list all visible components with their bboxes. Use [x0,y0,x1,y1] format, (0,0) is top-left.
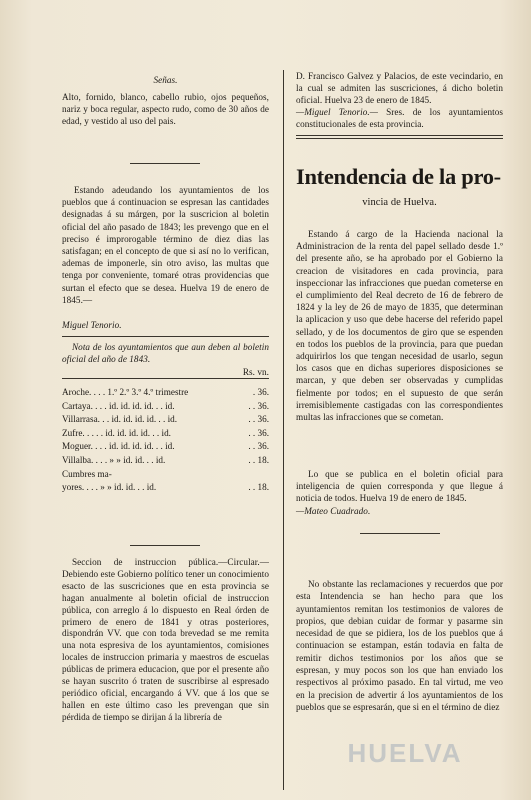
table-row [62,454,269,468]
separator-rule [62,378,269,379]
table-row [62,386,269,400]
table-cell-amount: . . 36. [248,427,269,438]
separator-rule [296,138,503,139]
table-cell-amount: . . 36. [248,400,269,411]
intendencia-text-2: Lo que se publica en el boletin oficial para inteligencia de quien corresponda y que llegue á noticia de todos. Huelva 19 de enero de 1845. [296,469,503,504]
nota-title: Nota de los ayuntamientos que aun deben al boletin oficial del año de 1843. [62,342,269,365]
separator-rule [360,533,440,534]
seccion-text: Seccion de instruccion pública.—Circular.— Debiendo este Gobierno político tener un conocimiento esacto de las suscriciones que en esta provincia se hagan anualmente al boletin oficial de instruccion pública, con arreglo á lo dispuesto en Real órden de primero de enero de 1841 y otras posteriores, dispondrán VV. que con toda brevedad se me remita una nota espresiva de los ayuntamientos, comisiones locales de instruccion primaria y maestros de escuelas públicas de primera educacion, que por el presente año se hayan suscrito ó traten de suscribirse al espresado periódico oficial, encargando á VV. que á los que se hallen en este último caso les prevengan que sin pérdida de tiempo se dirijan á la librería de [62,557,269,722]
nota-currency: Rs. vn. [242,367,269,377]
separator-rule [62,336,269,337]
table-cell-town: Moguer. . . . id. id. id. id. . . id. [62,441,175,452]
separator-rule [296,135,503,136]
section-title: Intendencia de la pro- [296,164,501,189]
intendencia-signature: —Mateo Cuadrado. [296,506,371,516]
section-subtitle: vincia de Huelva. [362,197,437,208]
table-cell-town: Aroche. . . . 1.º 2.º 3.º 4.º trimestre [62,387,189,397]
continuation-tail: Sres. de los ayuntamientos constitucionales de esta provincia. [296,107,503,130]
continuation-closing [296,106,503,130]
aviso-text: Estando adeudando los ayuntamientos de los pueblos que á continuacion se espresan las cantidades designadas á su márgen, por la suscricion al boletin oficial del año pasado de 1843; les prevengo que en el preciso é improrogable término de diez dias las satisfagan; en el concepto de que si así no lo verifican, ademas de imponerle, sin otro aviso, las multas que tenga por conveniente, tomaré otras providencias que surtan el efecto que se desea. Huelva 19 de enero de 1845.— [62,185,269,305]
table-cell-town: Cartaya. . . . id. id. id. id. . . id. [62,400,175,411]
table-cell-amount: . . 36. [248,441,269,452]
table-cell-amount: . . 18. [248,454,269,465]
aviso-signature: Miguel Tenorio. [62,320,122,330]
continuation-signature: —Miguel Tenorio.— [296,107,378,117]
table-cell-town: Zufre. . . . . id. id. id. id. . . id. [62,427,171,438]
table-row [62,481,269,495]
debt-table [62,386,269,495]
table-row [62,400,269,414]
senas-heading: Señas. [153,75,178,85]
senas-text: Alto, fornido, blanco, cabello rubio, ojos pequeños, nariz y boca regular, aspecto rudo, como de 30 años de edad, y vestido al uso del pais. [62,92,269,127]
table-cell-amount: . . 18. [248,482,269,493]
table-cell-town: yores. . . . » » id. id. . . id. [62,482,157,493]
table-row [62,468,269,482]
table-row [62,427,269,441]
column-divider [283,70,284,790]
intendencia-text: Estando á cargo de la Hacienda nacional la Administracion de la renta del papel sellado desde 1.º del presente año, se ha aprobado por el Gobierno la creacion de visitadores en cada provincia, para inspeccionar las infracciones que puedan cometerse en el cumplimiento del Real decreto de 16 de febrero de 1824 y la ley de 26 de mayo de 1835, que determinan la aplicacion y uso que debe hacerse del referido papel sellado, y de los documentos de giro que se espenden en todos los pueblos de la provincia, para que puedan adquirirlos los que tengan necesidad de usarlo, segun los casos que en dichas superiores disposiciones se marcan, y que deben ser observadas y cumplidas fielmente por todos; en el supuesto de que serán irremisiblemente castigadas con las correspondientes multas las infracciones que se cometan. [296,229,503,423]
separator-rule [130,163,200,164]
second-text: No obstante las reclamaciones y recuerdos que por esta Intendencia se han hecho para que los ayuntamientos remitan los testimonios de valores de propios, que debian cuidar de formar y pasarme sin necesidad de que se pidiera, los de los pueblos que á continuacion se estampan, están todavia en falta de remitir dichos testimonios por los años que se espresan, y muy pocos son los que han enviado los respectivos al próximo pasado. En tal virtud, me veo en la precision de advertir á los ayuntamientos de los pueblos que se espresarán, que si en el término de diez [296,579,503,712]
continuation-text: D. Francisco Galvez y Palacios, de este vecindario, en la cual se admiten las suscriciones, á dicho boletin oficial. Huelva 23 de enero de 1845. [296,71,503,106]
table-cell-town: Villarrasa. . . id. id. id. id. . . id. [62,414,178,425]
separator-rule [130,545,200,546]
table-row [62,413,269,427]
table-cell-town: Cumbres ma- [62,468,112,479]
table-cell-town: Villalba. . . . » » id. id. . . id. [62,454,166,465]
table-cell-amount: . 36. [252,387,269,397]
table-row [62,440,269,454]
archive-watermark: HUELVA [347,738,463,768]
table-cell-amount: . . 36. [248,414,269,425]
